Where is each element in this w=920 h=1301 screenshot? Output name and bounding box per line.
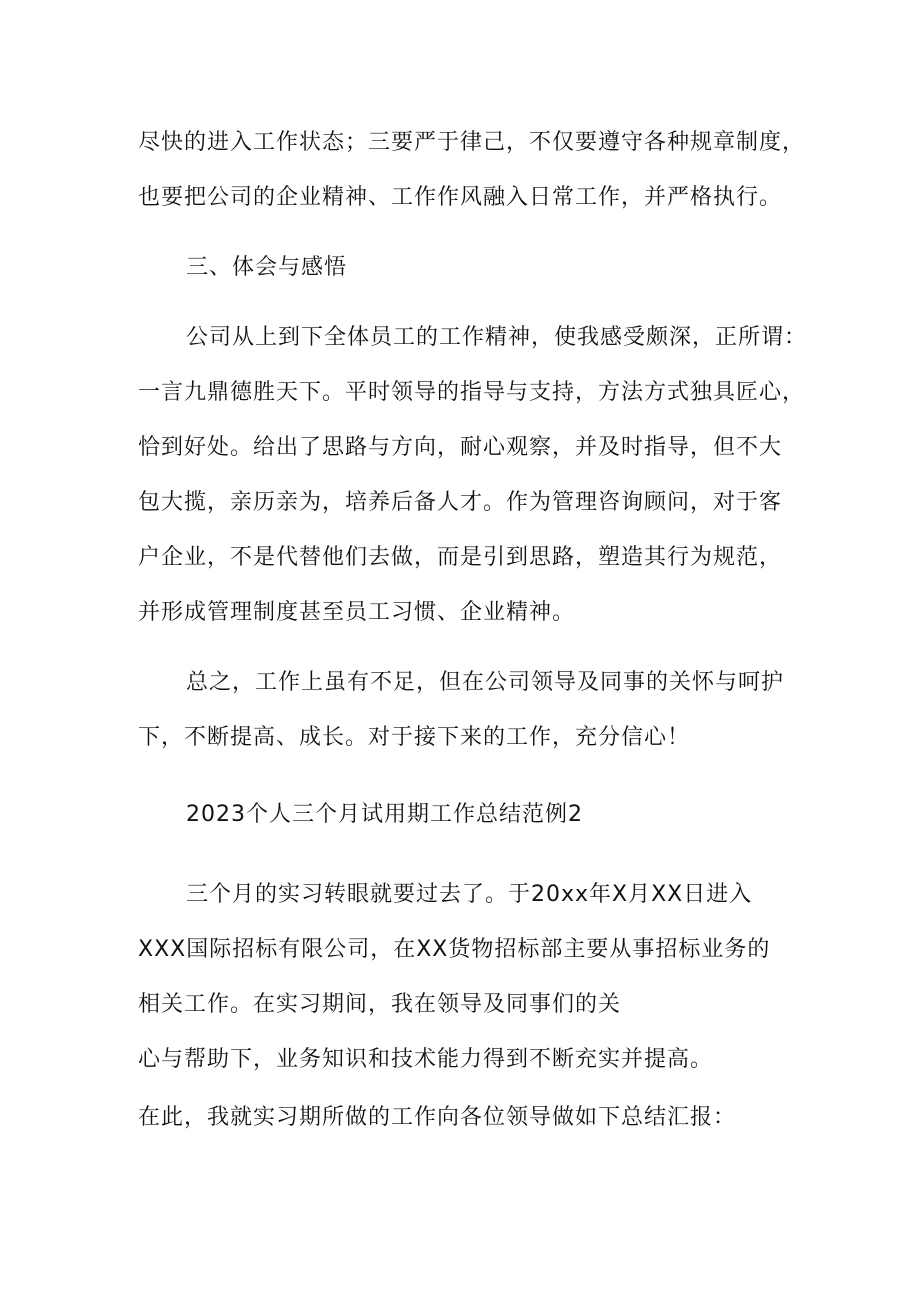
paragraph-line: 恰到好处。给出了思路与方向，耐心观察，并及时指导，但不大 bbox=[138, 435, 783, 460]
paragraph-line: 相关工作。在实习期间，我在领导及同事们的关 bbox=[138, 992, 622, 1017]
paragraph-line: 一言九鼎德胜天下。平时领导的指导与支持，方法方式独具匠心， bbox=[138, 380, 806, 405]
paragraph-line: 心与帮助下，业务知识和技术能力得到不断充实并提高。 bbox=[138, 1047, 714, 1072]
paragraph-line: 也要把公司的企业精神、工作作风融入日常工作，并严格执行。 bbox=[138, 185, 783, 210]
paragraph-line: XXX国际招标有限公司，在XX货物招标部主要从事招标业务的 bbox=[138, 937, 771, 962]
paragraph-line: 下，不断提高、成长。对于接下来的工作，充分信心！ bbox=[138, 725, 691, 750]
paragraph-line: 公司从上到下全体员工的工作精神，使我感受颇深，正所谓： bbox=[186, 325, 808, 350]
section-title: 2023个人三个月试用期工作总结范例2 bbox=[186, 802, 583, 827]
paragraph-line: 并形成管理制度甚至员工习惯、企业精神。 bbox=[138, 600, 576, 625]
paragraph-line: 户企业，不是代替他们去做，而是引到思路，塑造其行为规范， bbox=[138, 545, 783, 570]
paragraph-line: 在此，我就实习期所做的工作向各位领导做如下总结汇报： bbox=[138, 1105, 737, 1130]
paragraph-line: 包大揽，亲历亲为，培养后备人才。作为管理咨询顾问，对于客 bbox=[138, 490, 783, 515]
paragraph-line: 尽快的进入工作状态；三要严于律己，不仅要遵守各种规章制度， bbox=[138, 130, 806, 155]
paragraph-line: 总之，工作上虽有不足，但在公司领导及同事的关怀与呵护 bbox=[186, 670, 785, 695]
section-heading: 三、体会与感悟 bbox=[186, 255, 348, 280]
paragraph-line: 三个月的实习转眼就要过去了。于20xx年X月XX日进入 bbox=[186, 882, 753, 907]
